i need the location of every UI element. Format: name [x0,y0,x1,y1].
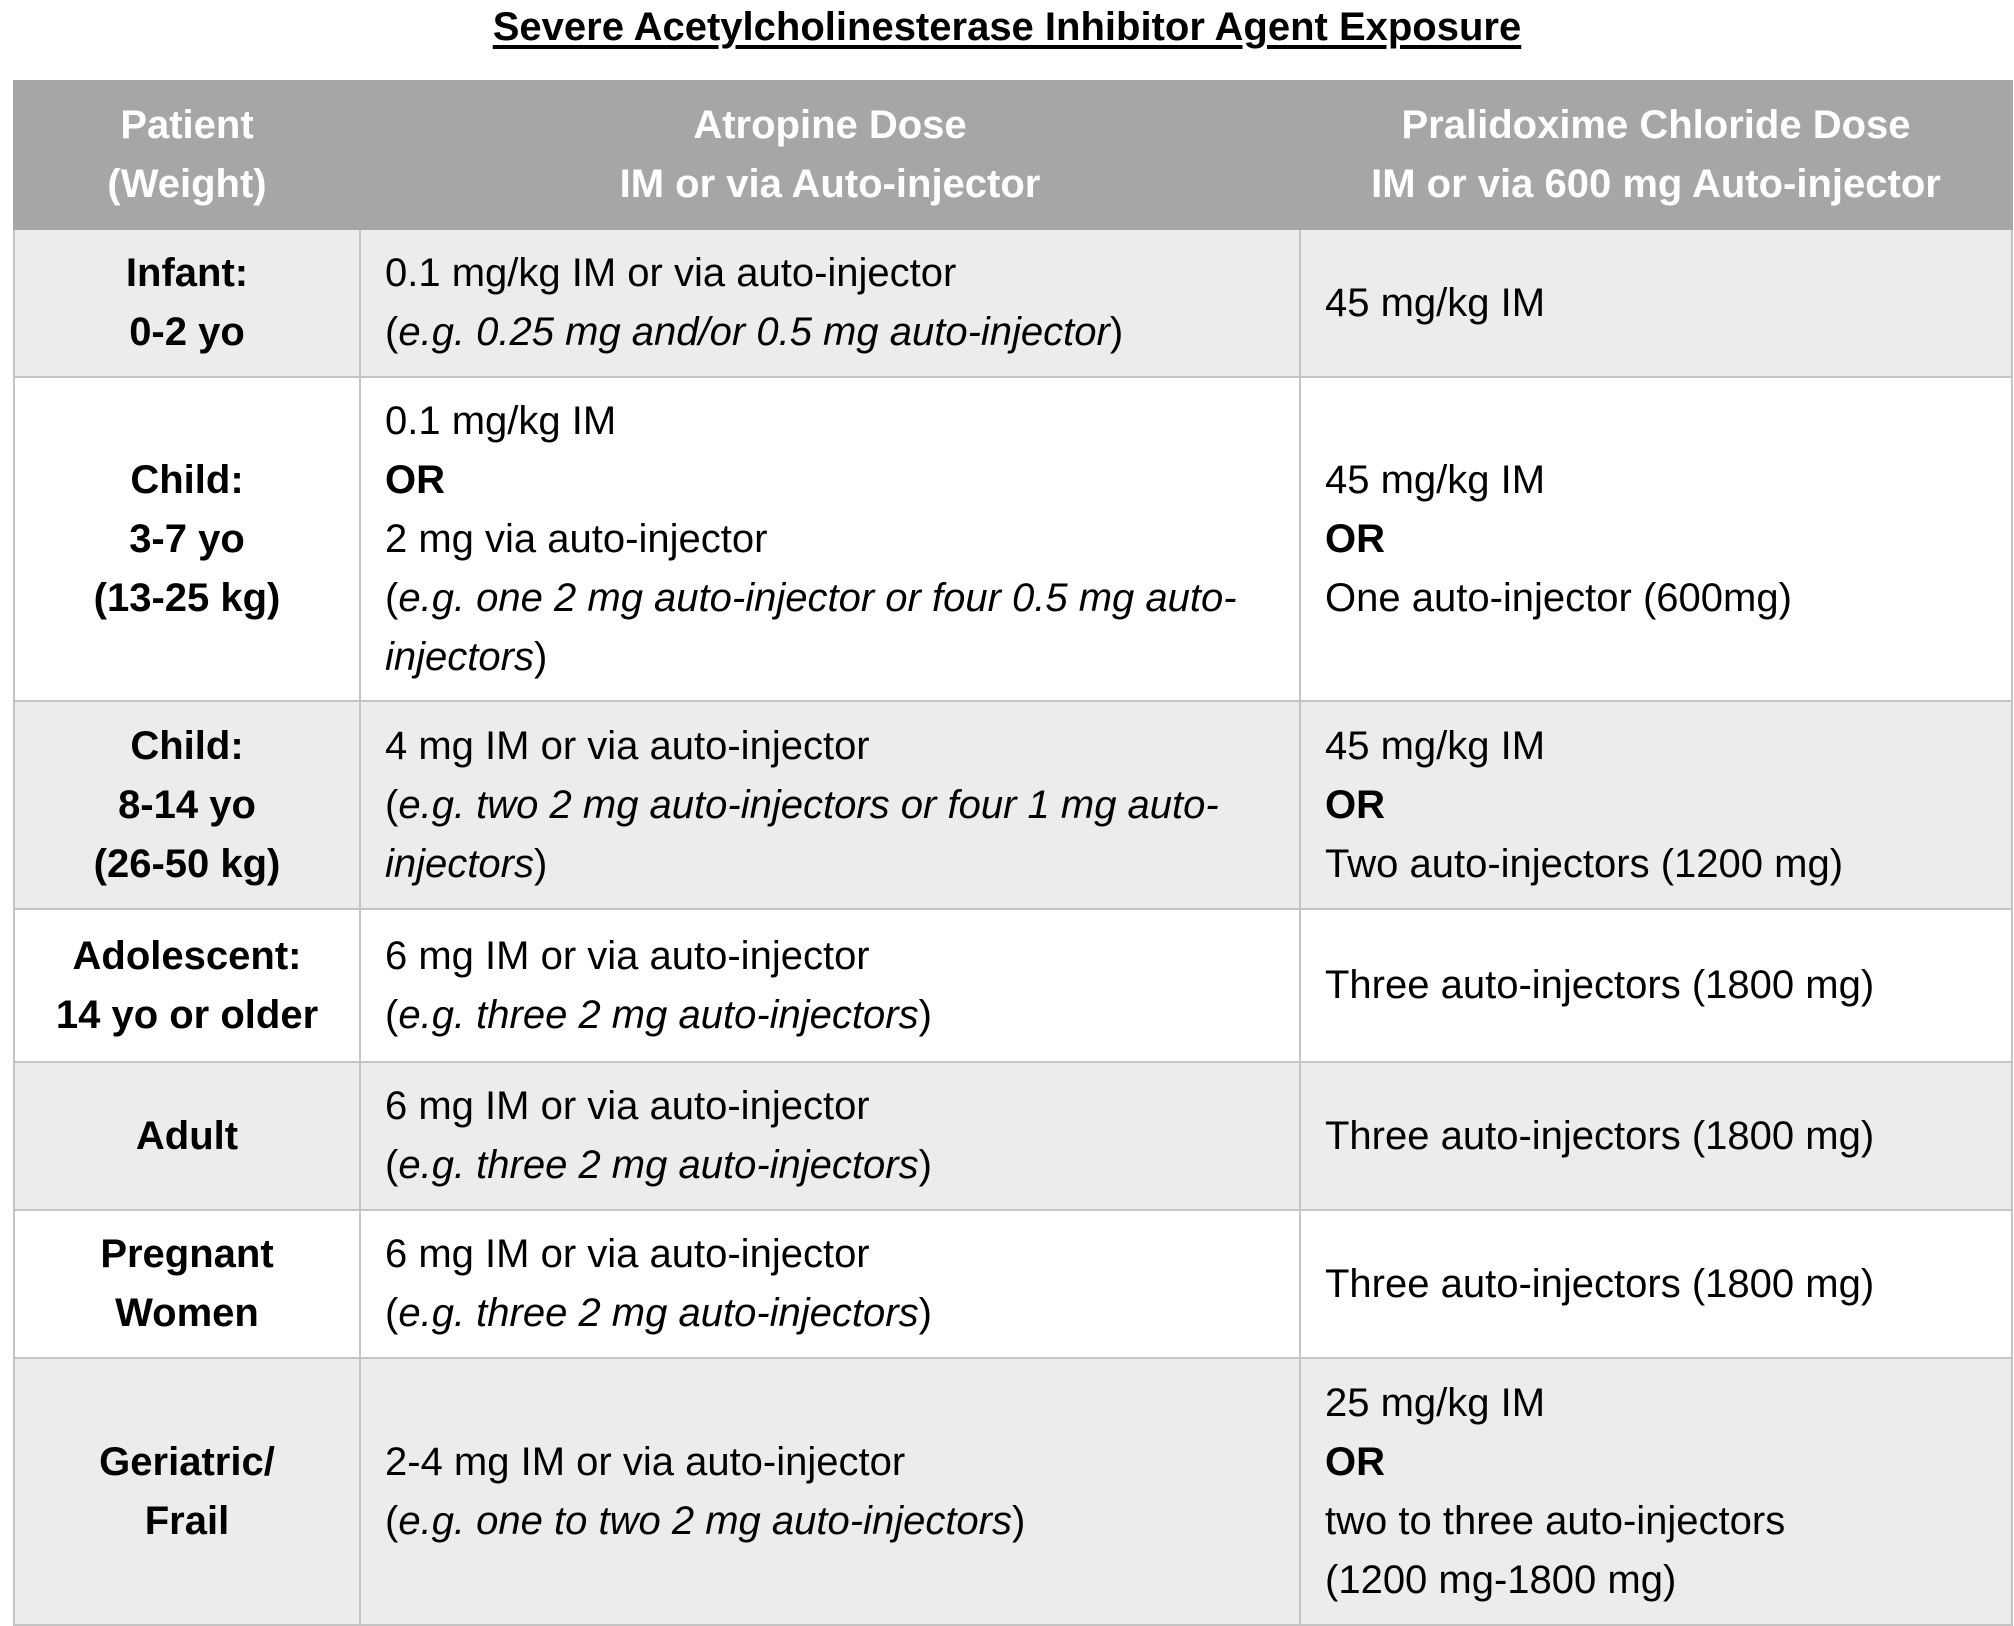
header-patient-line1: Patient [120,103,254,147]
dose-example-note: (e.g. one 2 mg auto-injector or four 0.5 mg auto-injectors) [385,575,1237,679]
or-separator: OR [1325,1439,1385,1484]
patient-line: Women [115,1291,259,1335]
table-header-row [14,81,2012,229]
patient-cell [14,377,360,701]
dose-line: 4 mg IM or via auto-injector [385,723,870,768]
dose-example-text: e.g. three 2 mg auto-injectors [398,1143,919,1187]
dose-line: 45 mg/kg IM [1325,280,1546,325]
dose-example-text: e.g. one 2 mg auto-injector or four 0.5 mg auto-injectors [385,575,1237,679]
dose-example-note: (e.g. 0.25 mg and/or 0.5 mg auto-injector) [385,310,1124,354]
dose-example-text: e.g. three 2 mg auto-injectors [398,992,919,1037]
dose-line: two to three auto-injectors [1325,1498,1786,1543]
header-pralidoxime [1300,81,2012,229]
patient-line: Adolescent: [72,933,302,978]
dose-example-note: (e.g. three 2 mg auto-injectors) [385,992,932,1037]
pralidoxime-cell [1300,1210,2012,1358]
patient-line: Child: [130,723,244,768]
dose-line: 6 mg IM or via auto-injector [385,933,870,978]
header-patient-line2: (Weight) [107,162,267,206]
dose-line: Two auto-injectors (1200 mg) [1325,841,1844,886]
dose-line: 45 mg/kg IM [1325,723,1546,768]
patient-cell [14,229,360,377]
dose-example-text: e.g. 0.25 mg and/or 0.5 mg auto-injector [398,310,1110,354]
dose-line: 6 mg IM or via auto-injector [385,1232,870,1276]
table-row [14,909,2012,1062]
patient-line: 3-7 yo [129,516,245,561]
atropine-cell [360,701,1300,909]
atropine-cell [360,1062,1300,1210]
patient-cell [14,1358,360,1625]
document-title: Severe Acetylcholinesterase Inhibitor Agent Exposure [492,5,1522,49]
pralidoxime-cell [1300,1062,2012,1210]
or-separator: OR [1325,782,1385,827]
dose-line: 2 mg via auto-injector [385,516,768,561]
dosage-table [13,80,2013,1626]
dose-line: (1200 mg-1800 mg) [1325,1557,1677,1602]
dose-line: 45 mg/kg IM [1325,457,1546,502]
dose-line: Three auto-injectors (1800 mg) [1325,1261,1875,1306]
table-row [14,229,2012,377]
patient-line: 0-2 yo [129,310,245,354]
header-atropine-line2: IM or via Auto-injector [619,162,1041,206]
dose-line: Three auto-injectors (1800 mg) [1325,963,1875,1007]
atropine-cell [360,377,1300,701]
patient-line: Adult [135,1113,239,1158]
dose-example-text: e.g. two 2 mg auto-injectors or four 1 mg auto-injectors [385,782,1219,886]
or-separator: OR [1325,516,1385,561]
table-row [14,1358,2012,1625]
table-row [14,377,2012,701]
dose-line: 25 mg/kg IM [1325,1380,1546,1425]
dose-example-note: (e.g. one to two 2 mg auto-injectors) [385,1498,1026,1543]
or-separator: OR [385,457,445,502]
pralidoxime-cell [1300,909,2012,1062]
header-pralidoxime-line1: Pralidoxime Chloride Dose [1401,103,1911,147]
dose-line: Three auto-injectors (1800 mg) [1325,1113,1875,1158]
patient-cell [14,701,360,909]
table-row [14,1210,2012,1358]
dose-line: 2-4 mg IM or via auto-injector [385,1439,906,1484]
table-row [14,1062,2012,1210]
dose-example-note: (e.g. three 2 mg auto-injectors) [385,1291,932,1335]
patient-cell [14,909,360,1062]
patient-line: (13-25 kg) [93,575,281,620]
patient-line: Pregnant [100,1232,274,1276]
atropine-cell [360,1210,1300,1358]
patient-line: 8-14 yo [118,782,256,827]
atropine-cell [360,909,1300,1062]
dose-line: 0.1 mg/kg IM or via auto-injector [385,251,957,295]
dose-line: 6 mg IM or via auto-injector [385,1084,870,1128]
patient-cell [14,1210,360,1358]
dose-example-text: e.g. one to two 2 mg auto-injectors [398,1498,1012,1543]
patient-line: Frail [144,1498,230,1543]
atropine-cell [360,1358,1300,1625]
header-atropine [360,81,1300,229]
dose-example-note: (e.g. two 2 mg auto-injectors or four 1 mg auto-injectors) [385,782,1219,886]
header-pralidoxime-line2: IM or via 600 mg Auto-injector [1371,162,1941,206]
dose-example-note: (e.g. three 2 mg auto-injectors) [385,1143,932,1187]
header-patient [14,81,360,229]
patient-line: Infant: [125,251,249,295]
patient-line: Child: [130,457,244,502]
table-row [14,701,2012,909]
pralidoxime-cell [1300,377,2012,701]
header-atropine-line1: Atropine Dose [693,103,967,147]
patient-cell [14,1062,360,1210]
atropine-cell [360,229,1300,377]
pralidoxime-cell [1300,1358,2012,1625]
patient-line: Geriatric/ [99,1439,275,1484]
dose-example-text: e.g. three 2 mg auto-injectors [398,1291,919,1335]
patient-line: (26-50 kg) [93,841,281,886]
pralidoxime-cell [1300,229,2012,377]
dose-line: One auto-injector (600mg) [1325,575,1792,620]
patient-line: 14 yo or older [55,992,319,1037]
dose-line: 0.1 mg/kg IM [385,398,617,443]
pralidoxime-cell [1300,701,2012,909]
